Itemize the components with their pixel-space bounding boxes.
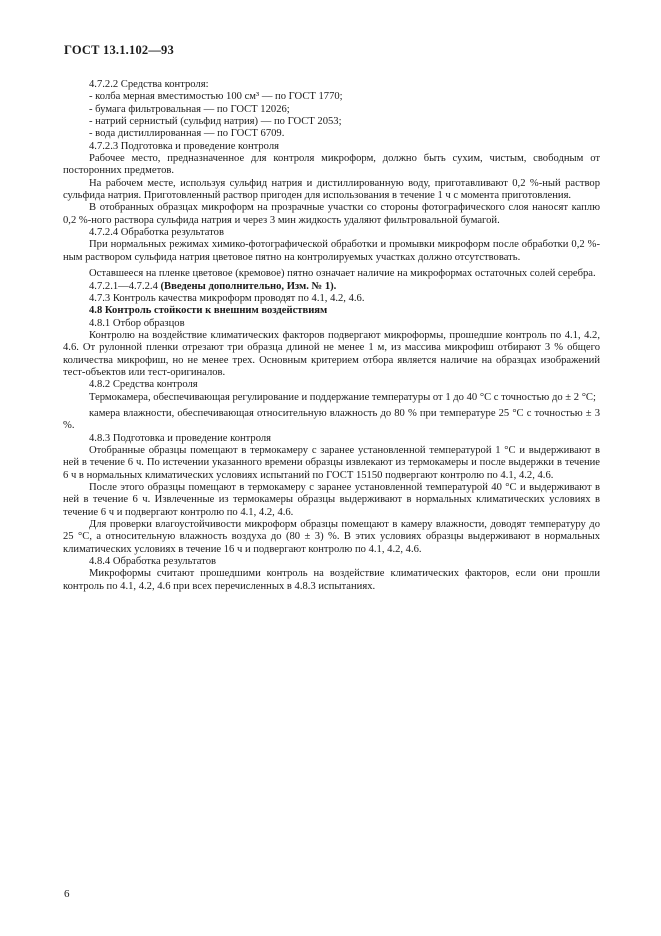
list-item: - натрий сернистый (сульфид натрия) — по ГОСТ 2053; xyxy=(89,116,342,128)
clause-4-8-3: 4.8.3 Подготовка и проведение контроля xyxy=(89,432,272,444)
paragraph: При нормальных режимах химико-фотографической обработки и промывки микроформ после обработки 0,2 %-ным раствором сульфида натрия цветовое пятно на контролируемых участках должно отсутствовать. xyxy=(63,239,600,263)
clause-4-7-2-4: 4.7.2.4 Обработка результатов xyxy=(89,227,224,239)
paragraph: Рабочее место, предназначенное для контроля микроформ, должно быть сухим, чистым, свободным от посторонних предметов. xyxy=(63,153,600,177)
paragraph: На рабочем месте, используя сульфид натрия и дистиллированную воду, приготавливают 0,2 %-ный раствор сульфида натрия. Приготовленный раствор пригоден для использования в течение 1 ч с момента приготовления. xyxy=(63,177,600,202)
list-item: - вода дистиллированная — по ГОСТ 6709. xyxy=(89,128,285,140)
paragraph: Оставшееся на пленке цветовое (кремовое) пятно означает наличие на микроформах остаточных солей серебра. xyxy=(89,268,596,280)
section-heading-4-8: 4.8 Контроль стойкости к внешним воздействиям xyxy=(89,305,328,317)
paragraph: Отобранные образцы помещают в термокамеру с заранее установленной температурой 1 °С и выдерживают в ней в течение 6 ч. По истечении указанного времени образцы извлекают из термокамеры и после выдержки в течение 6 ч в нормальных климатических условиях испытаний по ГОСТ 15150 подвергают контролю по 4.1, 4.2, 4.6. xyxy=(63,444,600,481)
clause-4-8-2: 4.8.2 Средства контроля xyxy=(89,379,198,391)
list-item: - бумага фильтровальная — по ГОСТ 12026; xyxy=(89,103,290,115)
amendment-text: (Введены дополнительно, Изм. № 1). xyxy=(160,280,337,292)
amendment-range: 4.7.2.1—4.7.2.4 xyxy=(89,280,158,292)
document-body xyxy=(63,79,600,593)
paragraph: камера влажности, обеспечивающая относительную влажность до 80 % при температуре 25 °С с точностью ± 3 %. xyxy=(63,407,600,432)
paragraph: Термокамера, обеспечивающая регулирование и поддержание температуры от 1 до 40 °С с точностью до ± 2 °С; xyxy=(89,391,596,403)
clause-4-7-3: 4.7.3 Контроль качества микроформ проводят по 4.1, 4.2, 4.6. xyxy=(89,292,365,304)
clause-4-7-2-3: 4.7.2.3 Подготовка и проведение контроля xyxy=(89,140,279,152)
paragraph: Контролю на воздействие климатических факторов подвергают микроформы, прошедшие контроль по 4.1, 4.2, 4.6. От рулонной пленки отрезают три образца длиной не менее 1 м, из массива микрофиш отбирают 3 % общего количества микрофиш, но не менее трех. Основным критерием отбора является наличие на образцах изображений тест-объектов или тест-оригиналов. xyxy=(63,329,600,378)
paragraph: Для проверки влагоустойчивости микроформ образцы помещают в камеру влажности, доводят температуру до 25 °С, а относительную влажность воздуха до (80 ± 3) %. В этих условиях образцы выдерживают в нормальных климатических условиях в течение 16 ч и подвергают контролю по 4.1, 4.2, 4.6. xyxy=(63,519,600,555)
paragraph: После этого образцы помещают в термокамеру с заранее установленной температурой 40 °С и выдерживают в ней в течение 6 ч. Извлеченные из термокамеры образцы выдерживают в нормальных климатических условиях в течение 6 ч и подвергают контролю по 4.1, 4.2, 4.6. xyxy=(63,482,600,518)
clause-4-8-1: 4.8.1 Отбор образцов xyxy=(89,317,185,329)
list-item: - колба мерная вместимостью 100 см³ — по ГОСТ 1770; xyxy=(89,91,343,103)
page-header-title: ГОСТ 13.1.102—93 xyxy=(64,43,174,57)
paragraph: Микроформы считают прошедшими контроль на воздействие климатических факторов, если они прошли контроль по 4.1, 4.2, 4.6 при всех перечисленных в 4.8.3 испытаниях. xyxy=(63,568,600,592)
paragraph: В отобранных образцах микроформ на прозрачные участки со стороны фотографического слоя наносят каплю 0,2 %-ного раствора сульфида натрия и через 3 мин жидкость удаляют фильтровальной бумагой. xyxy=(63,202,600,226)
amendment-note xyxy=(63,281,600,293)
clause-4-7-2-2: 4.7.2.2 Средства контроля: xyxy=(89,79,209,90)
clause-4-8-4: 4.8.4 Обработка результатов xyxy=(89,556,216,568)
page-number: 6 xyxy=(64,888,70,900)
